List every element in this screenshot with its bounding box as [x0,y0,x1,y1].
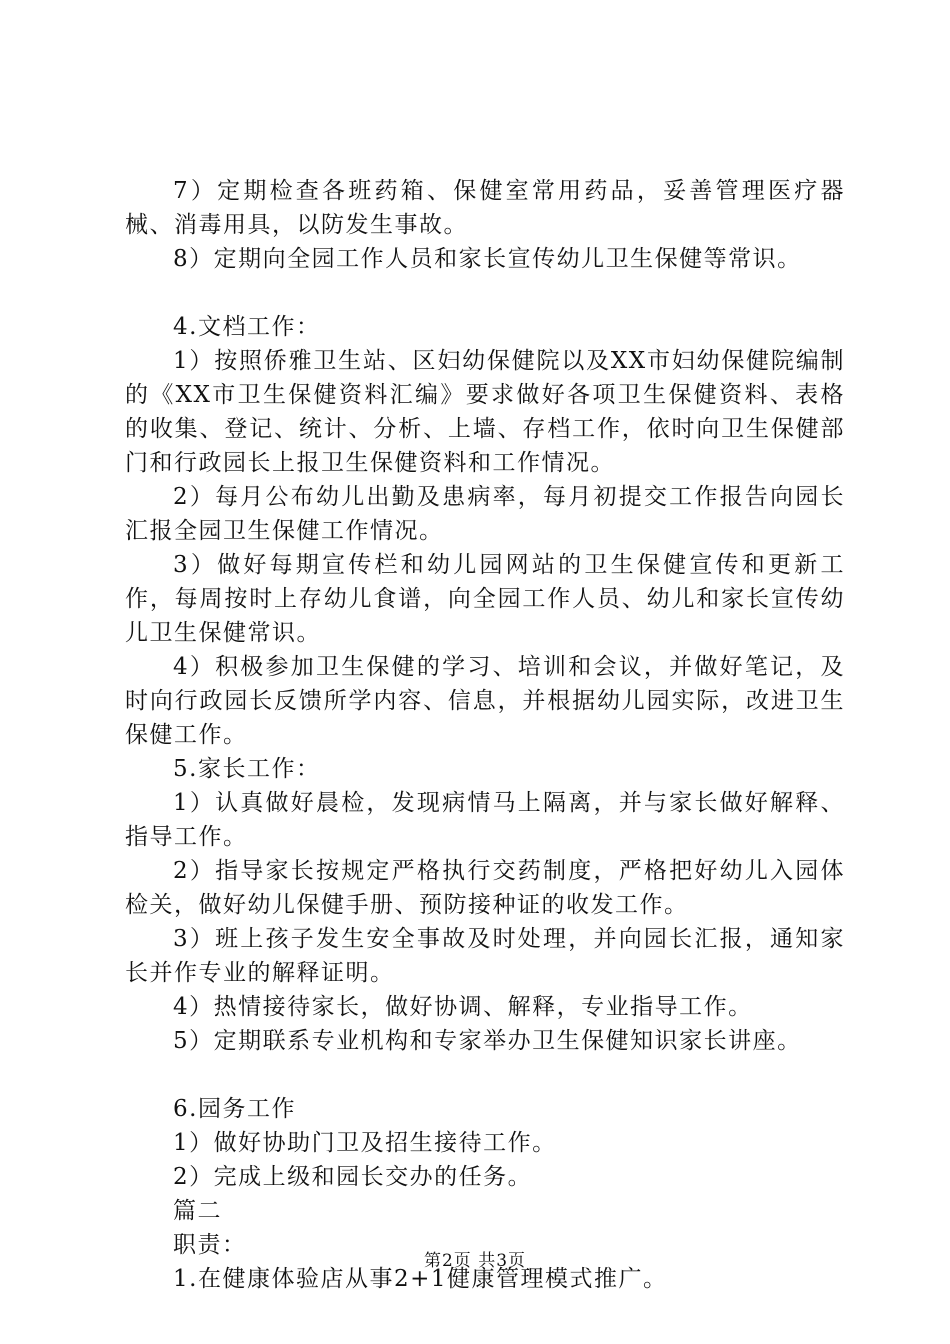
paragraph-parent-2: 2）指导家长按规定严格执行交药制度，严格把好幼儿入园体检关，做好幼儿保健手册、预防接种证的收发工作。 [125,858,845,918]
section-heading-affairs: 6.园务工作 [173,1096,296,1122]
paragraph-parent-4: 4）热情接待家长，做好协调、解释，专业指导工作。 [173,994,753,1020]
paragraph-affairs-1: 1）做好协助门卫及招生接待工作。 [173,1130,557,1156]
paragraph-parent-1: 1）认真做好晨检，发现病情马上隔离，并与家长做好解释、指导工作。 [125,790,845,850]
paragraph-doc-4: 4）积极参加卫生保健的学习、培训和会议，并做好笔记，及时向行政园长反馈所学内容、信息，并根据幼儿园实际，改进卫生保健工作。 [125,654,845,748]
document-body [125,174,845,1296]
section-heading-part-two: 篇二 [173,1198,222,1224]
paragraph-parent-3: 3）班上孩子发生安全事故及时处理，并向园长汇报，通知家长并作专业的解释证明。 [125,926,845,986]
section-heading-duties: 职责： [173,1232,247,1258]
paragraph-spacer [125,1058,845,1092]
paragraph-affairs-2: 2）完成上级和园长交办的任务。 [173,1164,533,1190]
paragraph-spacer [125,276,845,310]
page-footer: 第2页 共3页 [423,1251,527,1271]
paragraph-doc-2: 2）每月公布幼儿出勤及患病率，每月初提交工作报告向园长汇报全园卫生保健工作情况。 [125,484,845,544]
paragraph-item7: 7）定期检查各班药箱、保健室常用药品，妥善管理医疗器械、消毒用具，以防发生事故。 [125,178,845,238]
paragraph-parent-5: 5）定期联系专业机构和专家举办卫生保健知识家长讲座。 [173,1028,802,1054]
section-heading-parents: 5.家长工作： [173,756,321,782]
paragraph-doc-1: 1）按照侨雅卫生站、区妇幼保健院以及XX市妇幼保健院编制的《XX市卫生保健资料汇编》要求做好各项卫生保健资料、表格的收集、登记、统计、分析、上墙、存档工作，依时向卫生保健部门和行政园长上报卫生保健资料和工作情况。 [125,348,845,476]
section-heading-documents: 4.文档工作： [173,314,321,340]
paragraph-doc-3: 3）做好每期宣传栏和幼儿园网站的卫生保健宣传和更新工作，每周按时上存幼儿食谱，向全园工作人员、幼儿和家长宣传幼儿卫生保健常识。 [125,552,845,646]
paragraph-duty-1: 1.在健康体验店从事2+1健康管理模式推广。 [173,1266,668,1292]
paragraph-item8: 8）定期向全园工作人员和家长宣传幼儿卫生保健等常识。 [173,246,802,272]
